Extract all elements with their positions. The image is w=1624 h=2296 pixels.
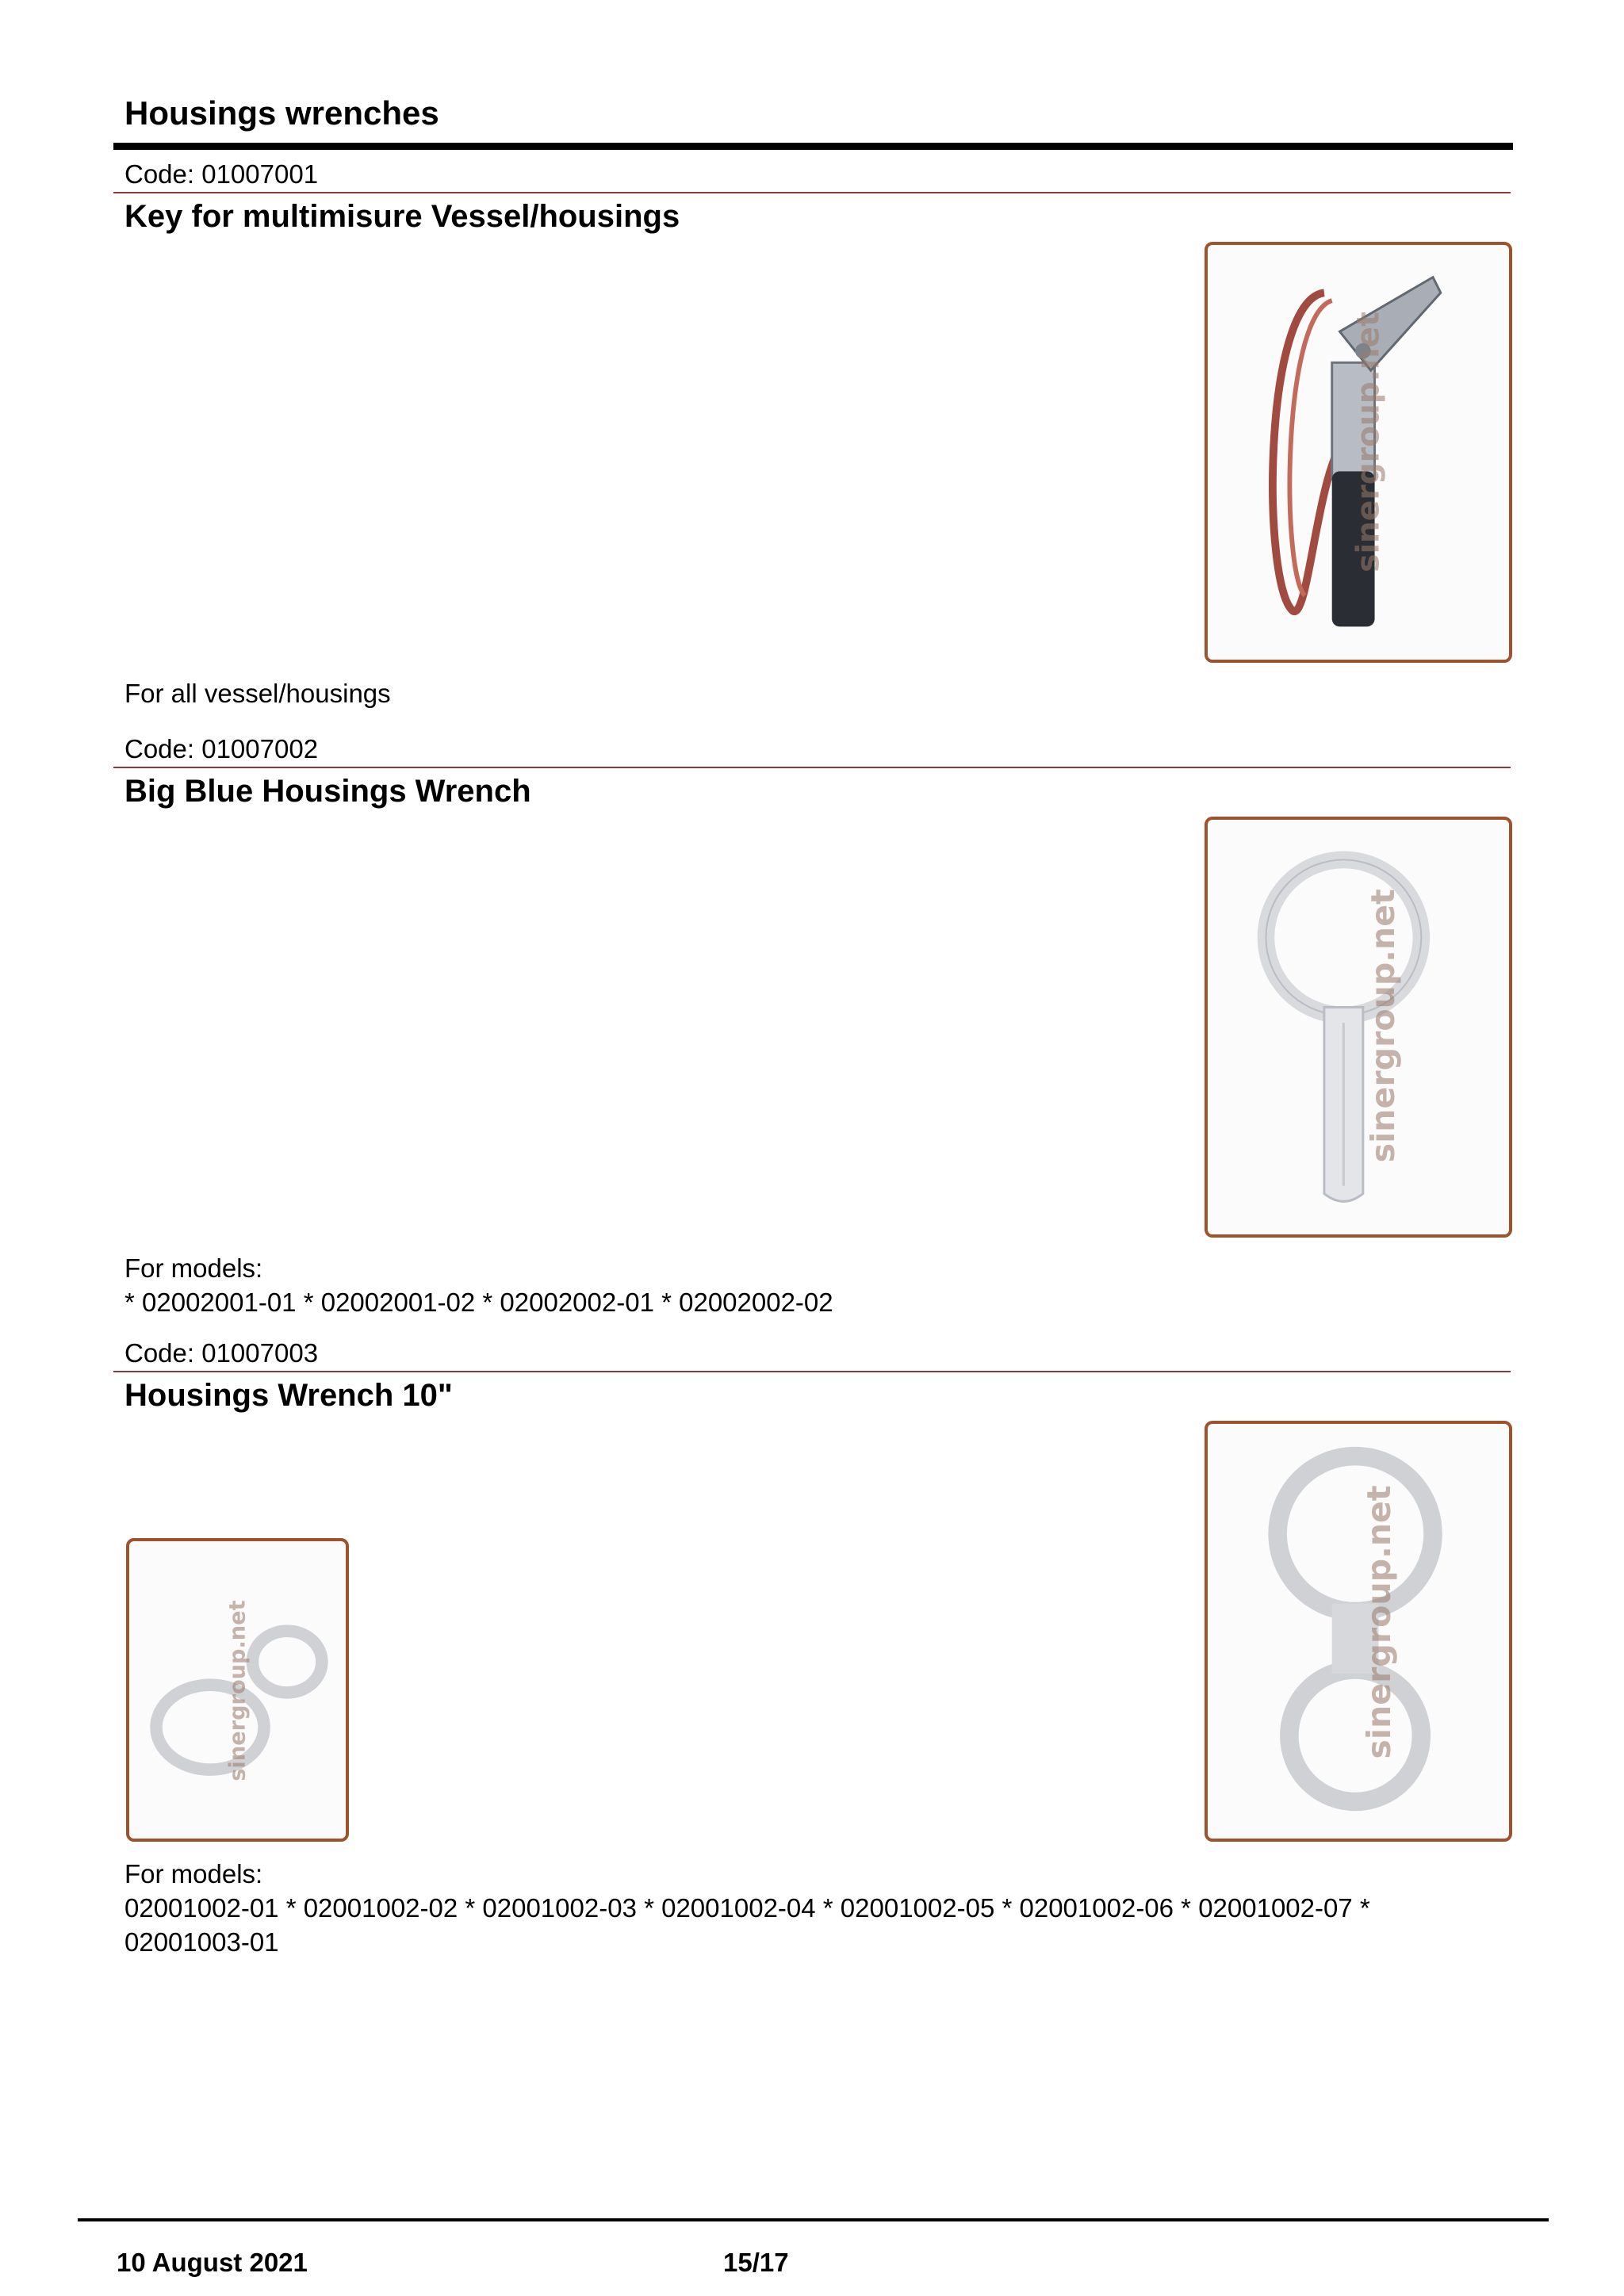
page-number: 15/17 bbox=[723, 2248, 789, 2277]
product-image bbox=[1205, 242, 1512, 663]
watermark: sinergroup.net bbox=[225, 1600, 251, 1781]
watermark: sinergroup.net bbox=[1364, 889, 1403, 1163]
product-description bbox=[124, 1251, 1488, 1319]
product-divider bbox=[113, 1371, 1511, 1372]
product-divider bbox=[113, 192, 1511, 193]
description-line: * 02002001-01 * 02002001-02 * 02002002-01 * 02002002-02 bbox=[124, 1288, 833, 1317]
ring-wrench-icon bbox=[1208, 820, 1509, 1234]
section-divider bbox=[113, 143, 1513, 150]
product-title: Key for multimisure Vessel/housings bbox=[124, 199, 680, 234]
double-ring-wrench-icon bbox=[1208, 1424, 1509, 1839]
strap-wrench-icon bbox=[1208, 245, 1509, 660]
description-line: 02001003-01 bbox=[124, 1927, 279, 1957]
footer-divider bbox=[78, 2218, 1549, 2221]
product-code: Code: 01007002 bbox=[124, 734, 319, 763]
product-description bbox=[124, 1857, 1488, 1959]
product-description bbox=[124, 676, 1488, 710]
double-ring-wrench-icon bbox=[129, 1541, 346, 1839]
description-line: For all vessel/housings bbox=[124, 679, 391, 708]
product-title: Big Blue Housings Wrench bbox=[124, 774, 531, 809]
product-divider bbox=[113, 767, 1511, 768]
footer-date: 10 August 2021 bbox=[117, 2248, 308, 2277]
description-line: 02001002-01 * 02001002-02 * 02001002-03 * 02001002-04 * 02001002-05 * 02001002-06 * 02001002-07 * bbox=[124, 1893, 1370, 1923]
product-image bbox=[1205, 1421, 1512, 1842]
description-line: For models: bbox=[124, 1859, 263, 1888]
product-code: Code: 01007003 bbox=[124, 1338, 319, 1368]
watermark: sinergroup.net bbox=[1350, 312, 1387, 572]
product-code: Code: 01007001 bbox=[124, 159, 319, 189]
product-image bbox=[1205, 817, 1512, 1238]
description-line: For models: bbox=[124, 1253, 263, 1283]
product-title: Housings Wrench 10" bbox=[124, 1378, 453, 1413]
watermark: sinergroup.net bbox=[1360, 1485, 1399, 1759]
section-title: Housings wrenches bbox=[124, 94, 439, 132]
product-thumbnail bbox=[126, 1538, 349, 1842]
